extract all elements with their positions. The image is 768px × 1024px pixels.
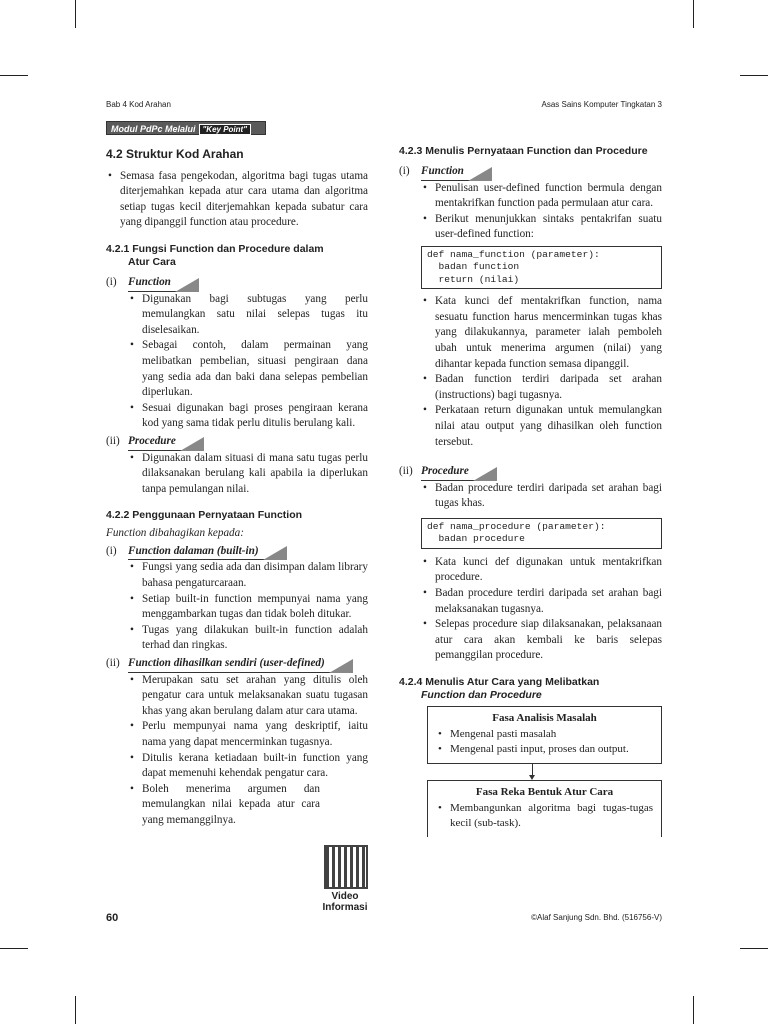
list-item: • Sesuai digunakan bagi proses pengiraan kerana kod yang sama tidak perlu ditulis berulang kali.: [128, 401, 368, 432]
roman-numeral: (i): [106, 275, 117, 288]
key-point-badge: [106, 121, 266, 135]
copyright-footer: ©Alaf Sanjung Sdn. Bhd. (516756-V): [531, 913, 662, 922]
list-item: • Badan function terdiri daripada set arahan (instructions) bagi tugasnya.: [421, 372, 662, 403]
function-code-block: [421, 246, 662, 289]
list-item: • Perlu mempunyai nama yang deskriptif, iaitu nama yang dapat mencerminkan tugasnya.: [128, 719, 368, 750]
function-tag: Function: [128, 275, 199, 292]
heading-line: 4.2.1 Fungsi Function dan Procedure dalam: [106, 242, 324, 255]
design-list: [436, 801, 653, 831]
crop-mark: [693, 0, 694, 28]
procedure-list: [106, 451, 368, 498]
right-column: [399, 143, 662, 837]
procedure-subheading: [106, 432, 368, 451]
heading-line: 4.2.4 Menulis Atur Cara yang Melibatkan: [399, 675, 600, 688]
crop-mark: [75, 996, 76, 1024]
list-item: • Membangunkan algoritma bagi tugas-tugas kecil (sub-task).: [436, 801, 653, 831]
builtin-tag: Function dalaman (built-in): [128, 544, 287, 561]
procedure-code-block: [421, 518, 662, 549]
box-title: Fasa Reka Bentuk Atur Cara: [475, 785, 614, 798]
crop-mark: [740, 948, 768, 949]
qr-label-line: Informasi: [322, 902, 368, 913]
list-item: • Mengenal pasti masalah: [436, 727, 653, 742]
page-number: 60: [106, 912, 119, 924]
qr-label-line: Video: [331, 891, 359, 902]
procedure-tag: Procedure: [128, 434, 204, 451]
crop-mark: [740, 75, 768, 76]
builtin-list: [106, 560, 368, 654]
qr-code-icon[interactable]: [324, 845, 368, 889]
procedure-list: [399, 481, 662, 512]
flow-arrow-icon: [532, 764, 533, 776]
badge-key: "Key Point": [199, 124, 251, 135]
list-item: • Digunakan dalam situasi di mana satu tugas perlu dilaksanakan berulang kali apabila ia diperlukan tanpa pemulangan nilai.: [128, 451, 368, 498]
function-subheading: [106, 273, 368, 292]
section-heading-4-2: 4.2 Struktur Kod Arahan: [106, 147, 244, 161]
design-phase-box: [427, 780, 662, 837]
analysis-list: [436, 727, 653, 757]
list-item: • Berikut menunjukkan sintaks pentakrifan suatu user-defined function:: [421, 212, 662, 243]
intro-list: [106, 169, 368, 231]
list-item: • Selepas procedure siap dilaksanakan, pelaksanaan atur cara akan kembali ke baris selepas pemanggilan procedure.: [421, 617, 662, 664]
roman-numeral: (i): [106, 544, 117, 557]
function-list: [106, 292, 368, 432]
code-line: badan procedure: [427, 533, 525, 545]
code-line: def nama_procedure (parameter):: [427, 520, 606, 532]
heading-line: Function dan Procedure: [421, 688, 542, 701]
code-line: return (nilai): [427, 273, 520, 285]
function-intro: Function dibahagikan kepada:: [106, 527, 244, 540]
function-tag: Function: [421, 164, 492, 181]
list-item: • Fungsi yang sedia ada dan disimpan dalam library bahasa pengaturcaraan.: [128, 560, 368, 591]
function-subheading: [399, 162, 662, 181]
list-item: • Badan procedure terdiri daripada set arahan bagi tugas khas.: [421, 481, 662, 512]
roman-numeral: (ii): [399, 465, 413, 478]
roman-numeral: (ii): [106, 657, 120, 670]
roman-numeral: (ii): [106, 434, 120, 447]
running-header-right: Asas Sains Komputer Tingkatan 3: [541, 100, 662, 109]
roman-numeral: (i): [399, 165, 410, 177]
section-heading-4-2-2: 4.2.2 Penggunaan Pernyataan Function: [106, 509, 303, 522]
crop-mark: [0, 948, 28, 949]
function-syntax-list: [399, 181, 662, 243]
code-line: def nama_function (parameter):: [427, 248, 600, 260]
section-heading-4-2-4: [399, 676, 662, 702]
user-defined-tag: Function dihasilkan sendiri (user-defined): [128, 656, 353, 673]
list-item: • Badan procedure terdiri daripada set arahan bagi melaksanakan tugasnya.: [421, 586, 662, 617]
qr-label: [318, 891, 372, 913]
crop-mark: [0, 75, 28, 76]
list-item: • Kata kunci def digunakan untuk mentakrifkan procedure.: [421, 555, 662, 586]
list-item: • Digunakan bagi subtugas yang perlu memulangkan satu nilai selepas tugas itu diselesaikan.: [128, 292, 368, 339]
left-column: [106, 143, 368, 829]
procedure-detail-list: [399, 555, 662, 664]
list-item: • Kata kunci def mentakrifkan function, nama sesuatu function harus mencerminkan tugas khas yang dilakukannya, parameter ialah pemboleh ubah untuk menerima argumen (nilai) yang dihantar kepada function semasa dipanggil.: [421, 294, 662, 372]
crop-mark: [75, 0, 76, 28]
list-item: • Boleh menerima argumen dan memulangkan nilai kepada atur cara yang memanggilnya.: [128, 782, 368, 829]
crop-mark: [693, 996, 694, 1024]
list-item: • Sebagai contoh, dalam permainan yang melibatkan pembelian, situasi pengiraan dana yang sedia ada dan baki dana selepas pembelian diperlukan.: [128, 338, 368, 400]
analysis-phase-box: [427, 706, 662, 764]
box-title: Fasa Analisis Masalah: [492, 711, 597, 724]
section-heading-4-2-1: [106, 243, 368, 269]
user-defined-list: [106, 673, 368, 829]
user-defined-subheading: [106, 654, 368, 673]
list-item: • Setiap built-in function mempunyai nama yang menggambarkan tugas dan tidak boleh ditukar.: [128, 592, 368, 623]
heading-line: Atur Cara: [128, 255, 176, 268]
list-item: • Penulisan user-defined function bermula dengan mentakrifkan function pada permulaan atur cara.: [421, 181, 662, 212]
procedure-subheading: [399, 462, 662, 481]
intro-paragraph: • Semasa fasa pengekodan, algoritma bagi tugas utama diterjemahkan kepada atur cara utama dan algoritma setiap tugas kecil diterjemahkan kepada subatur cara yang dipanggil function atau procedure.: [106, 169, 368, 231]
list-item: • Perkataan return digunakan untuk memulangkan nilai atau output yang dihasilkan oleh function tersebut.: [421, 403, 662, 450]
list-item: • Ditulis kerana ketiadaan built-in function yang dapat memenuhi kehendak pengatur cara.: [128, 751, 368, 782]
builtin-subheading: [106, 542, 368, 561]
running-header-left: Bab 4 Kod Arahan: [106, 100, 171, 109]
section-heading-4-2-3: 4.2.3 Menulis Pernyataan Function dan Procedure: [399, 145, 648, 157]
function-detail-list: [399, 294, 662, 450]
procedure-tag: Procedure: [421, 464, 497, 481]
list-item: • Tugas yang dilakukan built-in function adalah terhad dan ringkas.: [128, 623, 368, 654]
list-item: • Mengenal pasti input, proses dan output.: [436, 742, 653, 757]
badge-label: Modul PdPc Melalui: [111, 124, 196, 134]
code-line: badan function: [427, 261, 520, 273]
list-item: • Merupakan satu set arahan yang ditulis oleh pengatur cara untuk melaksanakan suatu tugasan khas yang akan berulang dalam atur cara utama.: [128, 673, 368, 720]
